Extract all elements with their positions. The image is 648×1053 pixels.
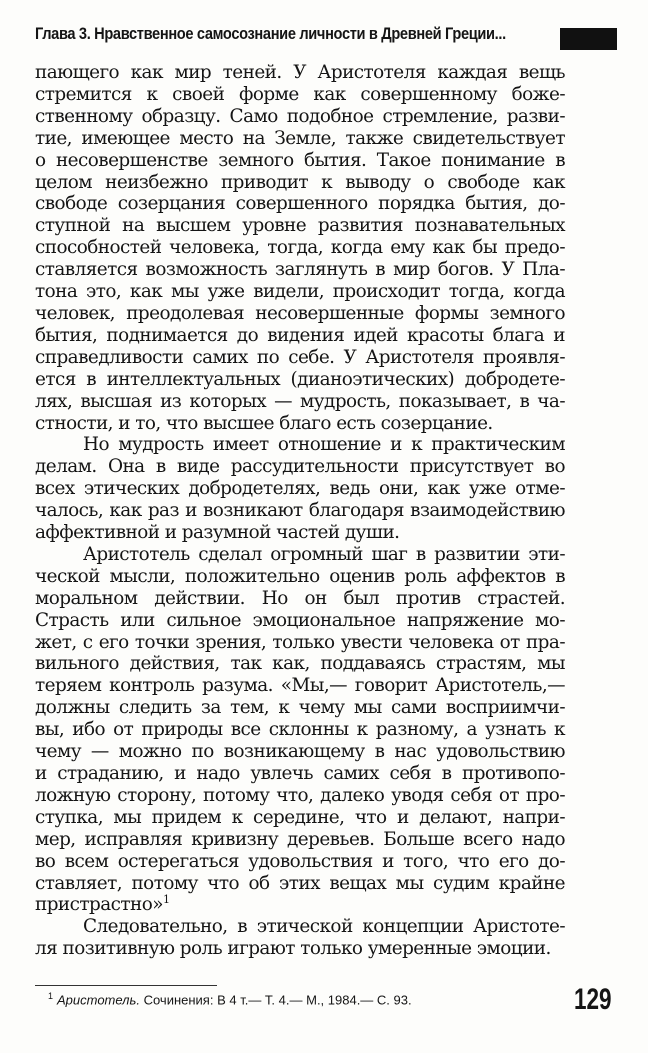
footnote-mark: 1 bbox=[48, 991, 54, 1001]
body-text bbox=[35, 62, 565, 960]
text-line: ставляет, потому что об этих вещах мы судим крайне bbox=[35, 872, 565, 894]
text-line: человек, преодолевая несовершенные формы земного bbox=[35, 302, 565, 324]
footnote-author: Аристотель. bbox=[57, 992, 140, 1008]
text-line: всех этических добродетелях, ведь они, как уже отме- bbox=[35, 478, 565, 500]
paragraph bbox=[35, 62, 565, 434]
text-line: ческой мысли, положительно оценив роль аффектов в bbox=[35, 565, 565, 587]
text-line: жет, с его точки зрения, только увести человека от пра- bbox=[35, 631, 565, 653]
text-line: бытия, поднимается до видения идей красоты блага и bbox=[35, 324, 565, 346]
text-line: свободе созерцания совершенного порядка бытия, до- bbox=[35, 193, 565, 215]
text-line: теряем контроль разума. «Мы,— говорит Аристотель,— bbox=[35, 675, 565, 697]
text-line: чалось, как раз и возникают благодаря взаимодействию bbox=[35, 500, 565, 522]
footnote-text: Сочинения: В 4 т.— Т. 4.— М., 1984.— С. 93. bbox=[143, 992, 412, 1008]
text-line: вы, ибо от природы все склонны к разному, а узнать к bbox=[35, 719, 565, 741]
text-line: ется в интеллектуальных (дианоэтических) добродете- bbox=[35, 368, 565, 390]
text-line: справедливости самих по себе. У Аристотеля проявля- bbox=[35, 346, 565, 368]
text-line: Страсть или сильное эмоциональное напряжение мо- bbox=[35, 609, 565, 631]
text-line: о несовершенстве земного бытия. Такое понимание в bbox=[35, 149, 565, 171]
text-line: Но мудрость имеет отношение и к практическим bbox=[83, 434, 565, 456]
paragraph bbox=[35, 434, 565, 544]
text-line: моральном действии. Но он был против страстей. bbox=[35, 587, 565, 609]
text-line: делам. Она в виде рассудительности присутствует во bbox=[35, 456, 565, 478]
text-line: Следовательно, в этической концепции Аристоте- bbox=[83, 916, 565, 938]
text-line: ложную сторону, потому что, далеко уводя себя от про- bbox=[35, 784, 565, 806]
text-line: тона это, как мы уже видели, происходит тогда, когда bbox=[35, 281, 565, 303]
text-line: пристрастно»$^1$ bbox=[35, 893, 170, 916]
text-line: пающего как мир теней. У Аристотеля каждая вещь bbox=[35, 62, 565, 83]
text-line: и страданию, и надо увлечь самих себя в противопо- bbox=[35, 763, 565, 784]
text-line: ставляется возможность заглянуть в мир богов. У Пла- bbox=[35, 259, 565, 281]
text-line: аффективной и разумной частей души. bbox=[35, 522, 400, 544]
chapter-title: Глава 3. Нравственное самосознание личности в Древней Греции... bbox=[35, 24, 506, 43]
text-line: мер, исправляя кривизну деревьев. Больше всего надо bbox=[35, 828, 565, 850]
header-bar-decoration bbox=[560, 28, 617, 50]
text-line: ступка, мы придем к середине, что и делают, напри- bbox=[35, 806, 565, 828]
text-line: ля позитивную роль играют только умеренные эмоции. bbox=[35, 938, 551, 960]
text-line: ступной на высшем уровне развития познавательных bbox=[35, 215, 565, 237]
footnote bbox=[48, 991, 412, 1007]
text-line: Аристотель сделал огромный шаг в развитии эти- bbox=[83, 543, 565, 565]
paragraph bbox=[35, 916, 565, 960]
text-line: стремится к своей форме как совершенному боже- bbox=[35, 83, 565, 105]
text-line: ственному образцу. Само подобное стремление, разви- bbox=[35, 105, 565, 127]
footnote-reference: 1 bbox=[162, 893, 170, 907]
text-line: во всем остерегаться удовольствия и того, что его до- bbox=[35, 850, 565, 872]
text-line: стности, и то, что высшее благо есть созерцание. bbox=[35, 412, 493, 434]
text-line: тие, имеющее место на Земле, также свидетельствует bbox=[35, 127, 565, 149]
text-line: чему — можно по возникающему в нас удовольствию bbox=[35, 741, 565, 763]
text-line: вильного действия, так как, поддаваясь страстям, мы bbox=[35, 653, 565, 675]
running-header bbox=[0, 22, 648, 52]
text-line: целом неизбежно приводит к выводу о свободе как bbox=[35, 171, 565, 193]
text-line: способностей человека, тогда, когда ему как бы предо- bbox=[35, 237, 565, 259]
paragraph bbox=[35, 544, 565, 916]
text-line: должны следить за тем, к чему мы сами восприимчи- bbox=[35, 697, 565, 719]
text-line: лях, высшая из которых — мудрость, показывает, в ча- bbox=[35, 390, 565, 412]
footnote-divider bbox=[35, 985, 217, 986]
page-number: 129 bbox=[574, 983, 612, 1016]
